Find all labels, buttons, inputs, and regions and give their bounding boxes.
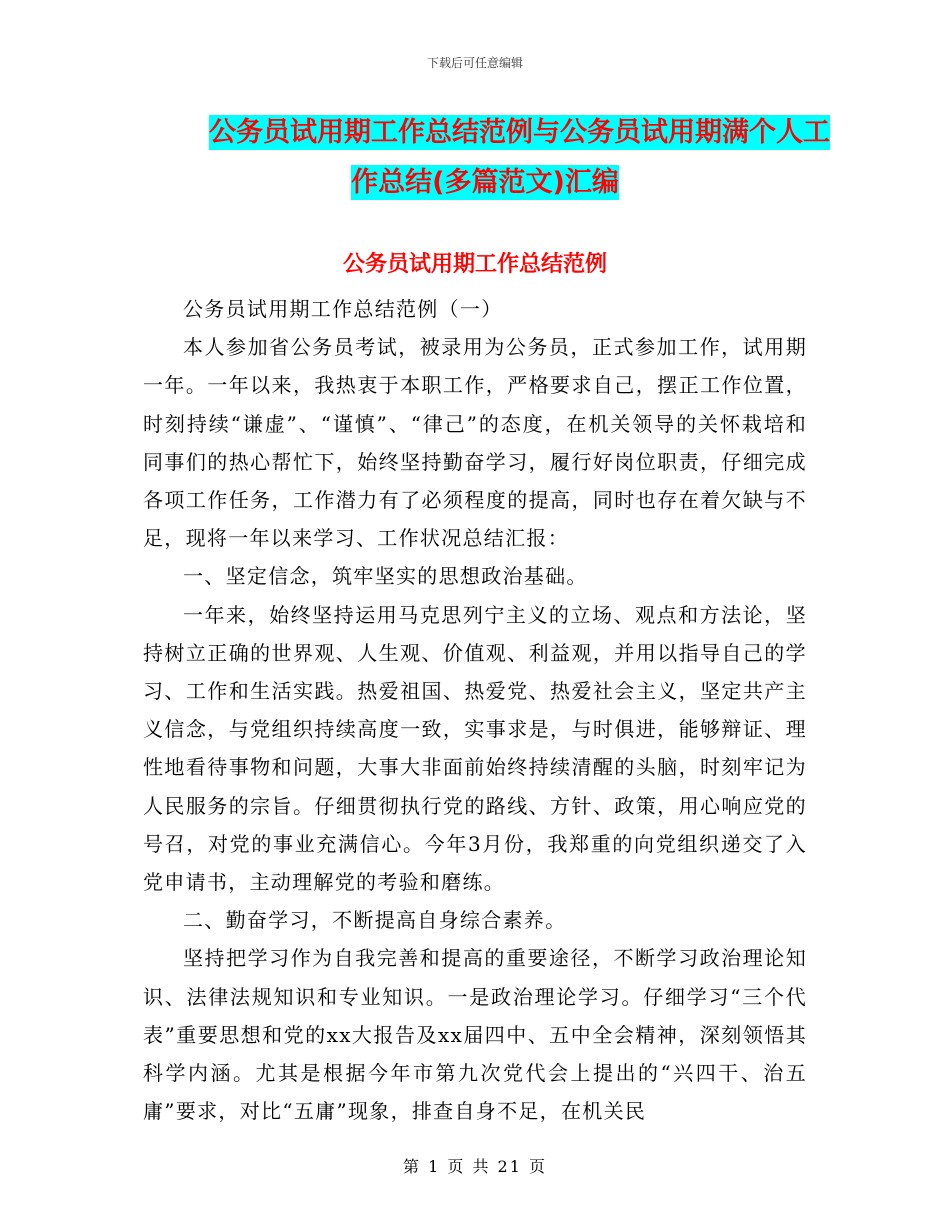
paragraph: 一年来，始终坚持运用马克思列宁主义的立场、观点和方法论，坚持树立正确的世界观、人生观、价值观、利益观，并用以指导自己的学习、工作和生活实践。热爱祖国、热爱党、热爱社会主义，坚定共产主义信念，与党组织持续高度一致，实事求是，与时俱进，能够辩证、理性地看待事物和问题，大事大非面前始终持续清醒的头脑，时刻牢记为人民服务的宗旨。仔细贯彻执行党的路线、方针、政策，用心响应党的号召，对党的事业充满信心。今年3月份，我郑重的向党组织递交了入党申请书，主动理解党的考验和磨练。 bbox=[143, 602, 807, 895]
page-footer: 第 1 页 共 21 页 bbox=[403, 1157, 547, 1176]
paragraph: 坚持把学习作为自我完善和提高的重要途径，不断学习政治理论知识、法律法规知识和专业知识。一是政治理论学习。仔细学习“三个代表”重要思想和党的xx大报告及xx届四中、五中全会精神，深刻领悟其科学内涵。尤其是根据今年市第九次党代会上提出的“兴四干、治五庸”要求，对比“五庸”现象，排查自身不足，在机关民 bbox=[143, 946, 807, 1124]
header-note: 下载后可任意编辑 bbox=[426, 56, 523, 70]
paragraph: 一、坚定信念，筑牢坚实的思想政治基础。 bbox=[183, 564, 588, 589]
main-title bbox=[140, 108, 830, 208]
body-text bbox=[143, 290, 807, 1130]
main-title-line-1: 公务员试用期工作总结范例与公务员试用期满个人工 bbox=[209, 117, 830, 148]
paragraph: 二、勤奋学习，不断提高自身综合素养。 bbox=[183, 908, 567, 933]
paragraph: 本人参加省公务员考试，被录用为公务员，正式参加工作，试用期一年。一年以来，我热衷于本职工作，严格要求自己，摆正工作位置，时刻持续“谦虚”、“谨慎”、“律己”的态度，在机关领导的关怀栽培和同事们的热心帮忙下，始终坚持勤奋学习，履行好岗位职责，仔细完成各项工作任务，工作潜力有了必须程度的提高，同时也存在着欠缺与不足，现将一年以来学习、工作状况总结汇报： bbox=[143, 335, 807, 551]
main-title-line-2: 作总结(多篇范文)汇编 bbox=[351, 167, 619, 198]
section-title: 公务员试用期工作总结范例 bbox=[342, 252, 607, 277]
paragraph: 公务员试用期工作总结范例（一） bbox=[183, 297, 503, 321]
